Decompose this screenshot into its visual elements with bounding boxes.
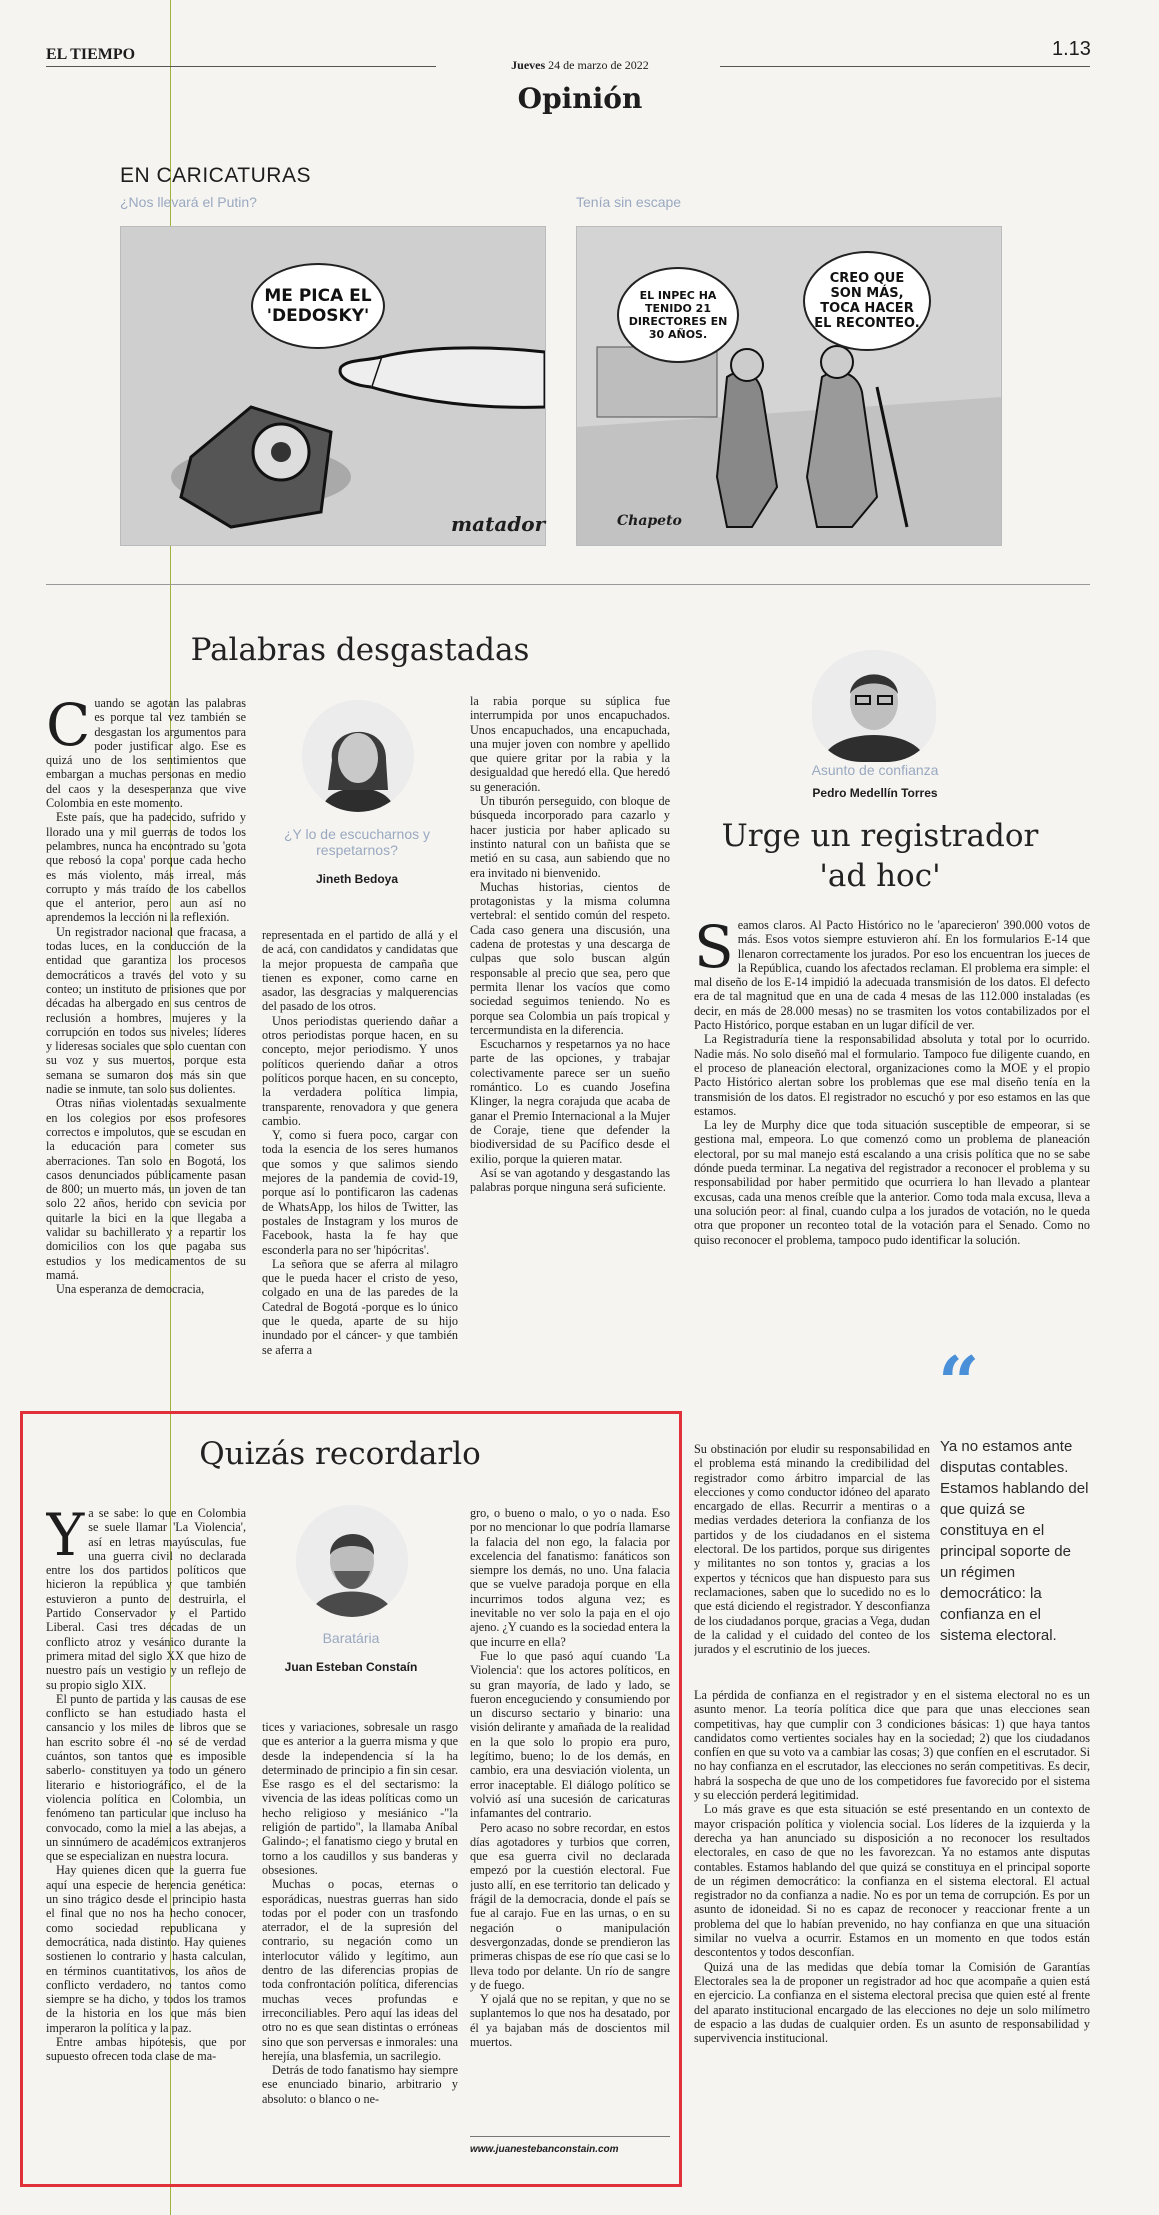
article2-p: Entre ambas hipótesis, que por supuesto ofrecen toda clase de ma- bbox=[46, 2034, 246, 2064]
article2-col3 bbox=[470, 1506, 670, 2134]
article3-p: La ley de Murphy dice que toda situación susceptible de empeorar, si se gestiona mal, empeora. Lo que comenzó como un problema de planeación electoral, por su mal manejo está escalando a una crisis política que no se sabe dónde pueda terminar. La negativa del registrador a reconocer el problema y su responsabilidad por haber permitido que ocurriera lo han llevado a plantear excusas, cada una menos creíble que la anterior. Como toda mala excusa, lleva a una solución peor: al final, cuando culpa a los jurados de votación, no le queda otra que proponer un reconteo total de la votación para el Senado. Como no quiso reconocer el problema, tampoco pudo identificar la solución. bbox=[694, 1118, 1090, 1247]
article2-col2 bbox=[262, 1720, 458, 2160]
article1-p: Y, como si fuera poco, cargar con toda la esencia de los seres humanos que somos y que salimos siendo mejores de la pandemia de covid-19, porque así lo pontificaron las cadenas de WhatsApp, los hilos de Twitter, las postales de Instagram y los muros de Facebook, hasta la fe hay que esconderla para no ser 'hipócritas'. bbox=[262, 1128, 458, 1257]
article2-p: a se sabe: lo que en Colombia se suele llamar 'La Violencia', así en letras mayúsculas, fue una guerra civil no declarada entre los dos partidos políticos que hicieron la república y que también estuvieron a punto de destruirla, el Partido Conservador y el Partido Liberal. Casi tres décadas de un conflicto atroz y vesánico durante la primera mitad del siglo XX que hizo de nuestro país un vestigio y un reflejo de su propio siglo XIX. bbox=[46, 1506, 246, 1692]
article2-p: Hay quienes dicen que la guerra fue aquí una especie de herencia genética: un sino trágico desde el principio hasta el final que no nos ha hecho conocer, como sociedad republicana y democrática, nada distinto. Hay quienes sostienen lo contrario y hasta calculan, en términos cuantitativos, los años de conflicto verdadero, no tantos como siempre se ha dicho, y todos los tramos de la historia en los que más bien imperaron la política y la paz. bbox=[46, 1863, 246, 2035]
article1-title: Palabras desgastadas bbox=[190, 632, 530, 668]
article2-p: gro, o bueno o malo, o yo o nada. Eso por no mencionar lo que podría llamarse la falacia del non ego, la falacia por excelencia del fanatismo: fanáticos son siempre los demás, no uno. Una falacia que se vuelve paradoja porque en ella incurrimos todos alguna vez; es inevitable no ver solo la paja en el ojo ajeno. ¿Y cuando es la sociedad entera la que incurre en ella? bbox=[470, 1506, 670, 1649]
caricatura-left-caption: ¿Nos llevará el Putin? bbox=[120, 194, 257, 210]
masthead-rule-right bbox=[720, 66, 1090, 67]
article1-p: representada en el partido de allá y el de acá, con candidatos y candidatas que la mejor propuesta de campaña que tienen es exponer, como carne en asador, las desgracias y malquerencias del pasado de los otros. bbox=[262, 928, 458, 1014]
article1-author: Jineth Bedoya bbox=[315, 872, 399, 886]
caricatura-right-signature: Chapeto bbox=[617, 513, 682, 529]
website-rule bbox=[470, 2136, 670, 2137]
article3-author: Pedro Medellín Torres bbox=[812, 786, 938, 800]
article1-p: Un registrador nacional que fracasa, a todas luces, en la conducción de la entidad que garantiza los procesos democráticos a través del voto y su conteo; un instituto de prisiones que por décadas ha albergado en sus centros de reclusión a hombres, mujeres y la corrupción en todos sus niveles; líderes y lideresas sociales que solo cuentan con su voz y sus muertos, porque esta semana se sumaron dos más sin que nadie se inmute, tan solo sus dolientes. bbox=[46, 924, 246, 1097]
article1-p: Este país, que ha padecido, sufrido y llorado una y mil guerras de todos los pelambres, nunca ha encontrado su 'gota que rebosó la copa' porque cada hecho es más violento, más irreal, más corrupto y más traído de los cabellos que el anterior, pero aun así no aprendemos la lección ni la reflexión. bbox=[46, 810, 246, 925]
article2-col1 bbox=[46, 1506, 246, 2160]
avatar-pedro-medellin-torres bbox=[812, 650, 936, 762]
masthead-rule-left bbox=[46, 66, 436, 67]
pull-quote: Ya no estamos ante disputas contables. Estamos hablando del que quizá se constituya en el principal soporte de un régimen democrático: la confianza en el sistema electoral. bbox=[940, 1438, 1089, 1644]
article1-p: Un tiburón perseguido, con bloque de búsqueda incorporado para cazarlo y hacer justicia por haber aplicado su instinto natural con un bañista que se metió en su casa, aun sabiendo que no era invitado ni bienvenido. bbox=[470, 794, 670, 880]
section-title: Opinión bbox=[517, 82, 643, 115]
article3-dropcap: S bbox=[694, 918, 734, 981]
article1-p: Unos periodistas queriendo dañar a otros periodistas porque hacen, en su concepto, mejor periodismo. Y unos políticos queriendo dañar a otros políticos porque hacen, en su concepto, la verdadera política limpia, transparente, renovadora y que genera cambio. bbox=[262, 1013, 458, 1128]
page-number: 1.13 bbox=[1052, 38, 1091, 60]
article3-col-lower bbox=[694, 1688, 1090, 2184]
caricatura-left bbox=[120, 226, 546, 546]
two-men-illustration bbox=[577, 227, 1001, 545]
article1-p: La señora que se aferra al milagro que le pueda hacer el cristo de yeso, colgado en una de las paredes de la Catedral de Bogotá -porque es lo único que le queda, aparte de su hijo inundado por el cáncer- y que también se aferra a bbox=[262, 1256, 458, 1357]
caricatura-right-caption: Tenía sin escape bbox=[576, 194, 682, 210]
article3-p: Su obstinación por eludir su responsabilidad en el problema está minando la credibilidad del registrador como árbitro imparcial de las elecciones y como conductor idóneo del aparato encargado de ellas. Recurrir a mentiras o a medias verdades deteriora la confianza de los partidos y de los ciudadanos en el sistema electoral. De los partidos, porque sus dirigentes y militantes no son tontos y, gracias a los expertos y técnicos que han dispuesto para sus reclamaciones, saben que lo sucedido no es lo que está diciendo el registrador. Y desconfianza de los ciudadanos porque, gracias a Vega, dudan de la calidad y el cuidado del conteo de los jurados y el escrutinio de los jueces. bbox=[694, 1442, 930, 1657]
caricatura-left-bubble: ME PICA EL 'DEDOSKY' bbox=[251, 263, 385, 349]
article3-p: Quizá una de las medidas que debía tomar la Comisión de Garantías Electorales sea la de proponer un registrador ad hoc que acompañe a quien está en ejercicio. La confianza en el sistema electoral precisa que quien esté al frente del aparato institucional encargado de las elecciones no deje un solo milímetro de espacio a las dudas de cualquier orden. Es un asunto de responsabilidad y supervivencia institucional. bbox=[694, 1959, 1090, 2046]
section-divider bbox=[46, 584, 1090, 585]
caricatura-left-signature: matador bbox=[451, 512, 546, 536]
article3-col-upper bbox=[694, 918, 1090, 1442]
article1-col3 bbox=[470, 694, 670, 1410]
article3-title: Urge un registrador 'ad hoc' bbox=[721, 818, 1039, 894]
portrait-illustration bbox=[812, 650, 936, 762]
avatar-jineth-bedoya bbox=[302, 700, 414, 812]
caricaturas-heading: EN CARICATURAS bbox=[120, 164, 311, 187]
article3-p: Lo más grave es que esta situación se esté presentando en un contexto de mayor crispación política y violencia social. Los líderes de la izquierda y la derecha ya han anunciado su disposición a no reconocer los resultados electorales, en caso de que no les favorezcan. Ya no estamos ante disputas contables. Estamos hablando del que quizá se constituya en el principal soporte de un régimen democrático: la confianza en el sistema electoral. El actual registrador no da confianza a nadie. No es por un tema de corrupción. Es por un asunto de idoneidad. Si no es capaz de reconocer y reaccionar frente a un problema del que lo habían prevenido, no hay confianza en que una situación similar no vuelva a ocurrir. Estamos en un momento en que todos están descontentos y todos desconfían. bbox=[694, 1802, 1090, 1960]
article1-dropcap: C bbox=[46, 696, 91, 759]
article1-col2 bbox=[262, 928, 458, 1412]
article2-dropcap: Y bbox=[46, 1506, 85, 1569]
article3-p: eamos claros. Al Pacto Histórico no le 'aparecieron' 390.000 votos de más. Esos votos siempre estuvieron ahí. En los formularios E-14 que llenaron correctamente los jurados. Por eso los encuentran los jueces de la República, cuando los afectados reclaman. El problema era simple: el mal diseño de los E-14 impidió la adecuada transmisión de los datos. El defecto era de tal magnitud que en una de cada 4 mesas de las 112.000 instaladas (es decir, en más de 28.000 mesas) no se trasmiten los votos contabilizados por el Pacto Histórico, porque estaban en un lugar difícil de ver. bbox=[694, 918, 1090, 1033]
dateline-date: 24 de marzo de 2022 bbox=[548, 58, 649, 72]
article1-p: Así se van agotando y desgastando las palabras porque ninguna será suficiente. bbox=[470, 1165, 670, 1195]
article2-author: Juan Esteban Constaín bbox=[284, 1660, 418, 1674]
caricatura-right-bubble-a: EL INPEC HA TENIDO 21 DIRECTORES EN 30 AÑOS. bbox=[617, 267, 739, 363]
newspaper-name: EL TIEMPO bbox=[46, 46, 136, 63]
article3-p: La Registraduría tiene la responsabilidad absoluta y total por lo ocurrido. Nadie más. No solo diseñó mal el formulario. Tampoco fue diligente cuando, en el proceso de planeación electoral, organizaciones como la MOE y el propio Pacto Histórico alertan sobre los problemas que ese mal diseño tenía en la transmisión de los datos. El registrador no escuchó y por eso estamos en las que estamos. bbox=[694, 1032, 1090, 1118]
caricatura-right bbox=[576, 226, 1002, 546]
article1-p: la rabia porque su súplica fue interrumpida por unos encapuchados. Unos encapuchados, una encapuchada, una mujer joven con nombre y apellido que quiere gritar por la rabia y la desigualdad que heredó ella. Que heredó su generación. bbox=[470, 694, 670, 794]
article2-p: Muchas o pocas, eternas o esporádicas, nuestras guerras han sido todas por el poder con un trasfondo aterrador, el de la supresión del contrario, su negación como un interlocutor válido y legítimo, aun dentro de las diferencias propias de toda confrontación política, diferencias muchas veces profundas e irreconciliables. Pero aquí las ideas del otro no es que sean distintas o erróneas sino que son perversas e inmorales: una herejía, una blasfemia, un sacrilegio. bbox=[262, 1877, 458, 2063]
article3-p: La pérdida de confianza en el registrador y en el sistema electoral no es un asunto menor. La teoría política dice que para que unas elecciones sean competitivas, hay que cumplir con 3 condiciones básicas: 1) que haya tantos candidatos como vertientes sociales hay en la sociedad; 2) que los ciudadanos confíen en que su voto va a cambiar las cosas; 3) que confíen en el escrutador. Si no hay confianza en el escrutador, las elecciones no serán competitivas. Es decir, habrá la sospecha de que uno de los competidores fue favorecido por el sistema y su elección perderá legitimidad. bbox=[694, 1688, 1090, 1803]
article1-p: Otras niñas violentadas sexualmente en los colegios por esos profesores correctos e impolutos, que se escudan en la educación para cometer sus aberraciones. Tan solo en Bogotá, los casos denunciados públicamente pasan de 800; un muerto más, un joven de tan solo 22 años, herido con sevicia por quitarle la bici en la que llegaba a validar su bachillerato y a repartir los domicilios con los que pagaba sus estudios y los medicamentos de su mamá. bbox=[46, 1096, 246, 1282]
portrait-illustration bbox=[302, 700, 414, 812]
article1-p: uando se agotan las palabras es porque tal vez también se desgastan los argumentos para poder justificar algo. Ese es quizá uno de los sentimientos que embargan a muchas personas en medio del caos y la desesperanza que vive Colombia en este momento. bbox=[46, 696, 246, 811]
article1-column-name: ¿Y lo de escucharnos y respetarnos? bbox=[283, 826, 431, 858]
article1-p: Una esperanza de democracia, bbox=[56, 1282, 205, 1297]
dateline-day: Jueves bbox=[511, 58, 546, 72]
article1-p: Muchas historias, cientos de protagonistas y la misma columna vertebral: el sentido común del respeto. Cada caso genera una discusión, una cadena de protestas y una descarga de culpas que solo buscan algún responsable al precio que sea, pero que permita llenar los vacíos que como sociedad seguimos teniendo. No es porque sea Colombia un país tropical y tercermundista en la diferencia. bbox=[470, 879, 670, 1037]
quote-icon: “ bbox=[938, 1340, 980, 1425]
article2-p: Y ojalá que no se repitan, y que no se suplantemos lo que nos ha desatado, por él ya bajaban más de doscientos mil muertos. bbox=[470, 1992, 670, 2049]
article2-p: El punto de partida y las causas de ese conflicto se han estudiado hasta el cansancio y los miles de libros que se han escrito sobre él -no sé de verdad cuántos, son tantos que es imposible saberlo- constituyen ya todo un género literario e historiográfico, el de la violencia política en Colombia, un fenómeno tan particular que incluso ha convocado, como la miel a las abejas, a un sinnúmero de académicos extranjeros que se especializan en nuestra locura. bbox=[46, 1691, 246, 1864]
portrait-illustration bbox=[296, 1505, 408, 1617]
article2-title: Quizás recordarlo bbox=[199, 1436, 481, 1472]
article3-column-name: Asunto de confianza bbox=[811, 762, 939, 778]
avatar-juan-esteban-constain bbox=[296, 1505, 408, 1617]
article2-p: tices y variaciones, sobresale un rasgo que es anterior a la guerra misma y que desde la independencia sí la ha determinado de principio a fin sin cesar. Ese rasgo es el del sectarismo: la vivencia de las ideas políticas como un hecho religioso y mesiánico -"la religión de partido", la llamaba Aníbal Galindo-; el fanatismo ciego y brutal en torno a los caudillos y sus banderas y obsesiones. bbox=[262, 1720, 458, 1877]
article2-p: Pero acaso no sobre recordar, en estos días agotadores y turbios que corren, que esa guerra civil no declarada empezó por la cuestión electoral. Fue justo allí, en ese territorio tan delicado y frágil de la democracia, donde el país se fue al carajo. Fue en las urnas, o en su negación o manipulación desvergonzadas, donde se prendieron las primeras chispas de ese río que casi se lo lleva todo por delante. Un río de sangre y de fuego. bbox=[470, 1820, 670, 1992]
article1-col1 bbox=[46, 696, 246, 1412]
dateline bbox=[440, 58, 720, 73]
author-website-link[interactable]: www.juanestebanconstain.com bbox=[470, 2144, 619, 2155]
article3-col-mid bbox=[694, 1442, 930, 1688]
article2-p: Fue lo que pasó aquí cuando 'La Violencia': que los actores políticos, en su gran mayoría, de lado y lado, se fueron enceguciendo y consumiendo por un discurso sectario y binario: una visión delirante y amañada de la realidad en la que solo lo propio era puro, legítimo, bueno; lo de los demás, en cambio, era una desviación violenta, un error inaceptable. El diálogo político se volvió así una sucesión de caricaturas infamantes del contrario. bbox=[470, 1648, 670, 1821]
article2-column-name: Baratária bbox=[322, 1630, 380, 1646]
caricatura-right-bubble-b: CREO QUE SON MÁS, TOCA HACER EL RECONTEO. bbox=[803, 251, 931, 351]
article2-p: Detrás de todo fanatismo hay siempre ese enunciado binario, arbitrario y absoluto: o blanco o ne- bbox=[262, 2063, 458, 2106]
article1-p: Escucharnos y respetarnos ya no hace parte de las opciones, y trabajar colectivamente parece ser un sueño romántico. Lo es cuando Josefina Klinger, la negra corajuda que acaba de ganar el Premio Internacional a la Mujer de Coraje, tiene que defender la biodiversidad de su Pacífico desde el exilio, porque la quieren matar. bbox=[470, 1037, 670, 1166]
